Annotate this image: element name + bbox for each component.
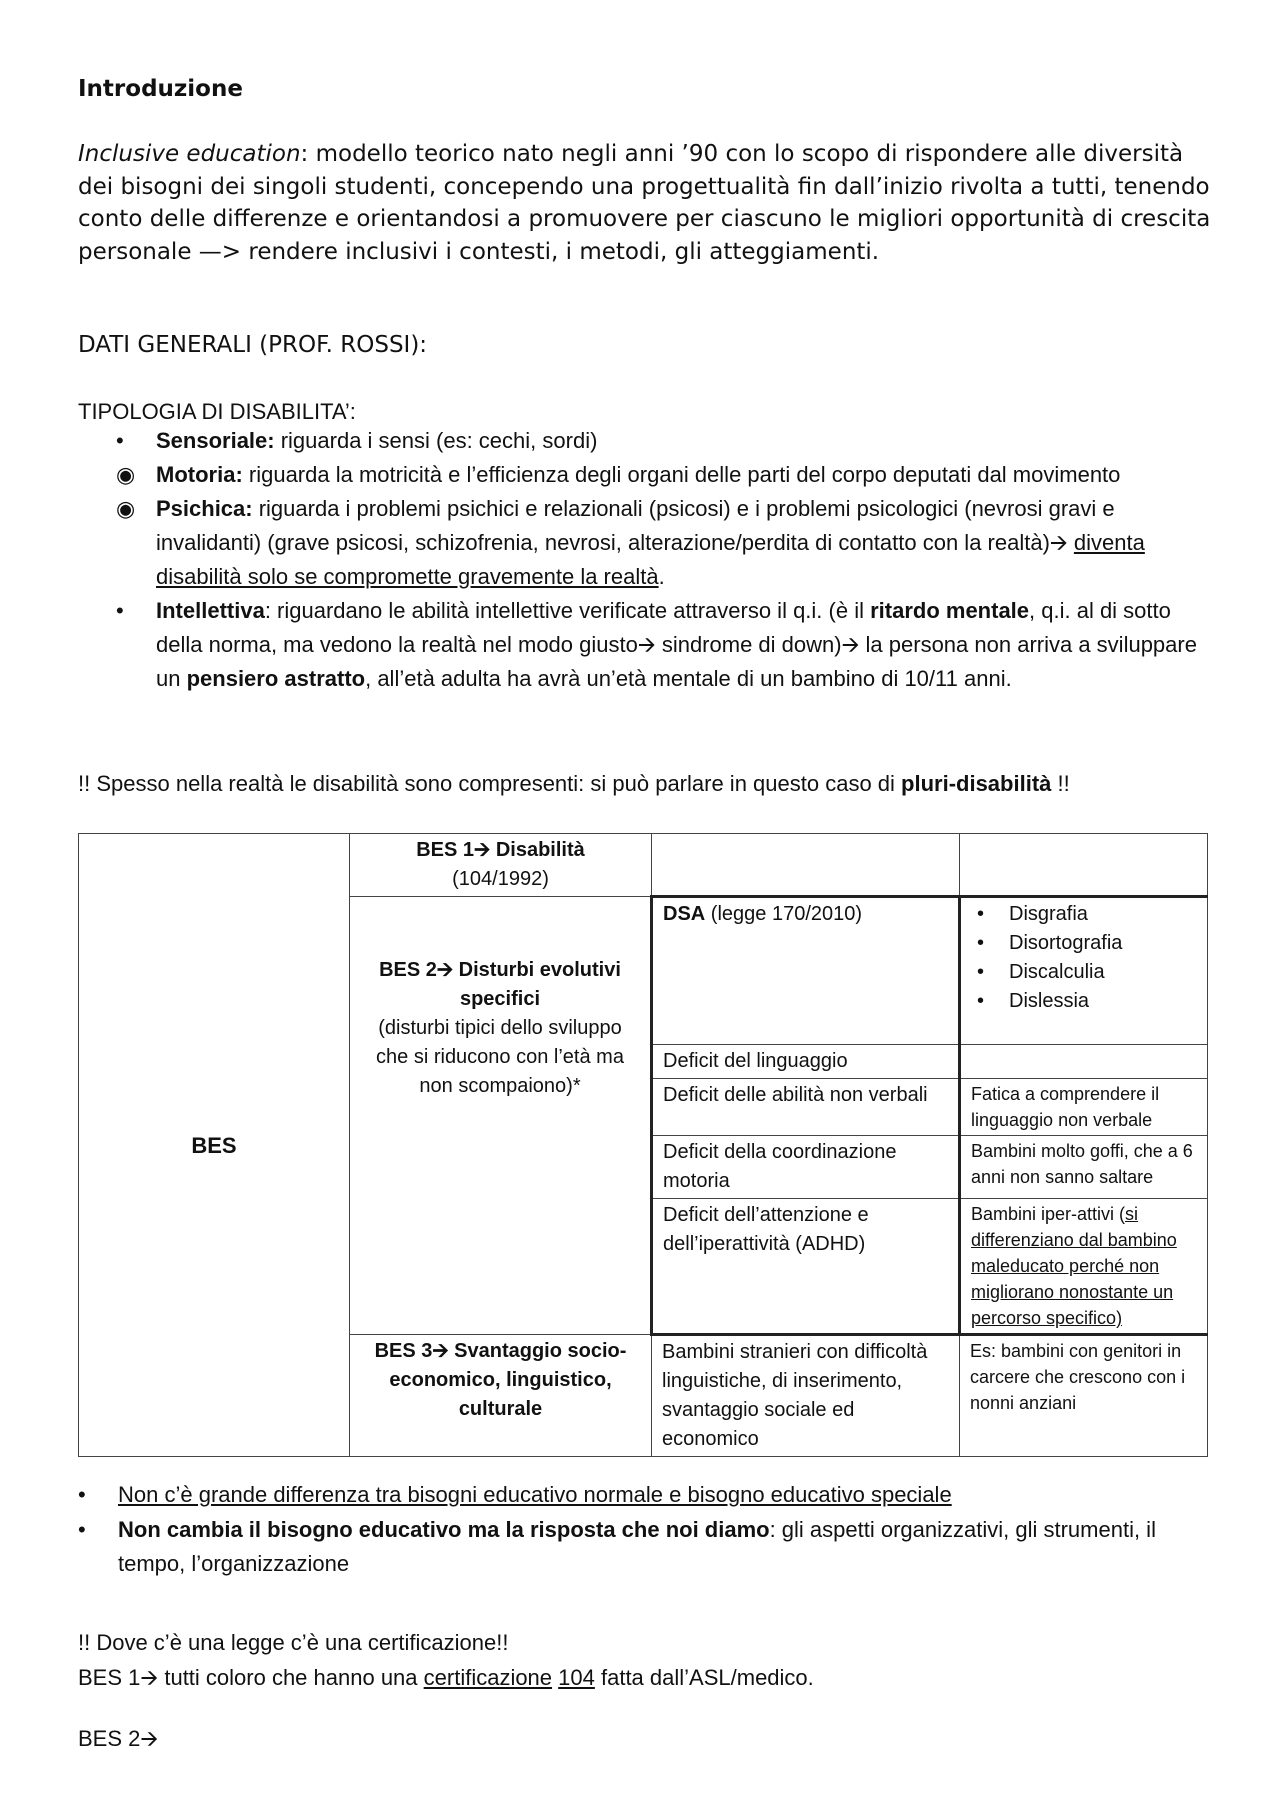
bullet-icon: ◉: [116, 462, 136, 487]
dsa-text: (legge 170/2010): [705, 903, 863, 925]
item-label: Sensoriale:: [156, 428, 275, 453]
pluri-disabilita-note: [78, 771, 1070, 797]
item-text: riguarda i problemi psichici e relazionali (psicosi) e i problemi psicologici (nevrosi gravi e invalidanti) (grave psicosi, schizofrenia, nevrosi, alterazione/perdita di contatto con la realtà)🡪: [156, 496, 1115, 555]
item-text: : riguardano le abilità intellettive verificate attraverso il q.i. (è il: [264, 598, 871, 623]
adhd-desc-text: Bambini iper-attivi (: [971, 1204, 1126, 1224]
list-item: [78, 594, 1208, 696]
bes1-sub: (104/1992): [452, 868, 549, 890]
empty-cell: [960, 834, 1208, 897]
list-item: [78, 424, 1208, 458]
item-text: riguarda i sensi (es: cechi, sordi): [274, 428, 598, 453]
deficit-linguaggio-cell: Deficit del linguaggio: [652, 1045, 960, 1079]
bes1-note-text: BES 1🡪 tutti coloro che hanno una: [78, 1665, 424, 1690]
bes1-title: BES 1🡪 Disabilità: [416, 839, 585, 861]
item-bold: ritardo mentale: [870, 598, 1030, 623]
bes1-note-underline: certificazione: [423, 1665, 553, 1690]
bes3-cell: [350, 1335, 652, 1457]
list-item: [78, 1478, 1208, 1512]
bullet-icon: •: [116, 428, 124, 453]
list-item: [78, 1513, 1208, 1581]
tipologia-heading: TIPOLOGIA DI DISABILITA’:: [78, 399, 356, 424]
item-text: riguarda la motricità e l’efficienza degli organi delle parti del corpo deputati dal movimento: [242, 462, 1121, 487]
bes1-note-text: fatta dall’ASL/medico.: [594, 1665, 814, 1690]
item-label: Psichica:: [156, 496, 253, 521]
stranieri-cell: Bambini stranieri con difficoltà linguistiche, di inserimento, svantaggio sociale ed economico: [652, 1335, 960, 1457]
bes2-cell: [350, 897, 652, 1335]
bullet-icon: •: [78, 1517, 86, 1542]
tipologia-list: [78, 424, 1208, 696]
dati-generali-heading: DATI GENERALI (PROF. ROSSI):: [78, 332, 428, 358]
note-underline: Non c’è grande differenza tra bisogni educativo normale e bisogno educativo speciale: [118, 1482, 952, 1507]
dsa-bold: DSA: [663, 903, 706, 925]
adhd-desc-underline: si differenziano dal bambino maleducato perché non migliorano nonostante un percorso specifico): [971, 1204, 1177, 1328]
note-text: : gli aspetti organizzativi, gli strumenti, il tempo, l’organizzazione: [118, 1517, 1156, 1576]
note-text: !! Spesso nella realtà le disabilità sono compresenti: si può parlare in questo caso di: [78, 771, 902, 796]
bullet-icon: •: [78, 1482, 86, 1507]
certificazione-note: !! Dove c’è una legge c’è una certificazione!!: [78, 1630, 509, 1655]
bullet-icon: ◉: [116, 496, 136, 521]
bes-cell: BES: [79, 834, 350, 1457]
list-item: • Disortografia: [971, 929, 1197, 958]
deficit-adhd-cell: Deficit dell’attenzione e dell’iperattività (ADHD): [652, 1199, 960, 1335]
notes-list: [78, 1478, 1208, 1582]
adhd-desc-cell: [960, 1199, 1208, 1335]
bes1-note-underline: 104: [558, 1665, 595, 1690]
list-item: • Discalculia: [971, 958, 1197, 987]
empty-cell: [960, 1045, 1208, 1079]
intro-paragraph: [78, 138, 1213, 268]
item-text: , all’età adulta ha avrà un’età mentale di un bambino di 10/11 anni.: [365, 666, 1012, 691]
bes2-note: BES 2🡪: [78, 1726, 159, 1751]
item-underline: diventa disabilità solo se compromette gravemente la realtà: [156, 530, 1145, 589]
page-title: Introduzione: [78, 76, 243, 102]
bes1-note: [78, 1661, 814, 1699]
item-text: , q.i. al di sotto della norma, ma vedono la realtà nel modo giusto🡪 sindrome di down)🡪 la persona non arriva a sviluppare un: [156, 598, 1197, 691]
bes2-title: BES 2🡪 Disturbi evolutivi specifici: [379, 958, 621, 1010]
bes1-cell: [350, 834, 652, 897]
item-tail: .: [658, 564, 665, 589]
list-item: • Disgrafia: [971, 900, 1197, 929]
dsa-cell: [652, 897, 960, 1045]
dsa-list: [971, 900, 1197, 1016]
list-item: [78, 458, 1208, 492]
bes2-sub: (disturbi tipici dello sviluppo che si riducono con l’età ma non scompaiono)*: [376, 1016, 624, 1097]
intro-text: : modello teorico nato negli anni ’90 con lo scopo di rispondere alle diversità dei bisogni dei singoli studenti, concependo una progettualità fin dall’inizio rivolta a tutti, tenendo conto delle differenze e orientandosi a promuovere per ciascuno le migliori opportunità di crescita personale —> rendere inclusivi i contesti, i metodi, gli atteggiamenti.: [78, 141, 1211, 265]
deficit-coordinazione-cell: Deficit della coordinazione motoria: [652, 1136, 960, 1199]
item-bold: pensiero astratto: [186, 666, 366, 691]
list-item: [78, 492, 1208, 594]
bes-table: [78, 833, 1208, 1457]
dsa-list-cell: [960, 897, 1208, 1045]
list-item: • Dislessia: [971, 987, 1197, 1016]
bes3-title: BES 3🡪 Svantaggio socio-economico, linguistico, culturale: [374, 1340, 627, 1420]
nonverbali-desc-cell: Fatica a comprendere il linguaggio non verbale: [960, 1079, 1208, 1136]
note-bold: pluri-disabilità: [901, 771, 1052, 796]
stranieri-desc-cell: Es: bambini con genitori in carcere che crescono con i nonni anziani: [960, 1335, 1208, 1457]
deficit-nonverbali-cell: Deficit delle abilità non verbali: [652, 1079, 960, 1136]
empty-cell: [652, 834, 960, 897]
note-bold: Non cambia il bisogno educativo ma la risposta che noi diamo: [118, 1517, 770, 1542]
intro-term: Inclusive education: [78, 141, 301, 167]
item-label: Motoria:: [156, 462, 243, 487]
coordinazione-desc-cell: Bambini molto goffi, che a 6 anni non sanno saltare: [960, 1136, 1208, 1199]
bullet-icon: •: [116, 598, 124, 623]
note-text: !!: [1051, 771, 1070, 796]
item-label: Intellettiva: [156, 598, 265, 623]
